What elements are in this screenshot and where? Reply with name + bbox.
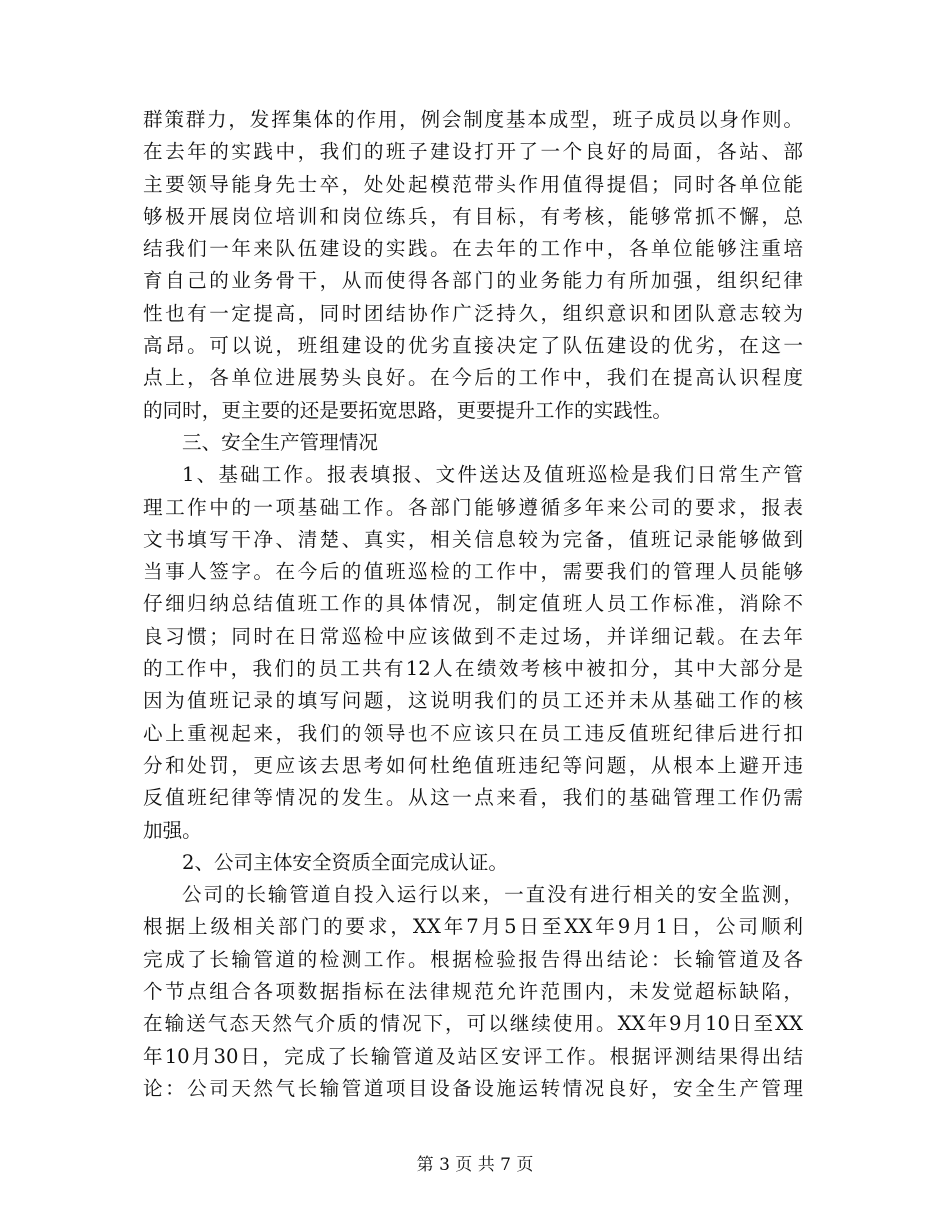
- text-line: 个节点组合各项数据指标在法律规范允许范围内，未发觉超标缺陷，: [143, 980, 803, 1004]
- text-line: 心上重视起来，我们的领导也不应该只在员工违反值班纪律后进行扣: [143, 721, 803, 745]
- text-line: 群策群力，发挥集体的作用，例会制度基本成型，班子成员以身作则。: [143, 108, 803, 131]
- text-line: 2、公司主体安全资质全面完成认证。: [182, 850, 508, 874]
- text-line: 在去年的实践中，我们的班子建设打开了一个良好的局面，各站、部: [143, 140, 803, 164]
- body-text: [143, 104, 803, 1105]
- text-line: 理工作中的一项基础工作。各部门能够遵循多年来公司的要求，报表: [143, 495, 803, 519]
- text-line: 高昂。可以说，班组建设的优劣直接决定了队伍建设的优劣，在这一: [143, 334, 803, 358]
- text-line: 主要领导能身先士卒，处处起模范带头作用值得提倡；同时各单位能: [143, 172, 803, 196]
- text-line: 的工作中，我们的员工共有12人在绩效考核中被扣分，其中大部分是: [143, 657, 803, 681]
- text-line: 点上，各单位进展势头良好。在今后的工作中，我们在提高认识程度: [143, 366, 803, 390]
- text-line: 的同时，更主要的还是要拓宽思路，更要提升工作的实践性。: [143, 398, 673, 422]
- text-line: 结我们一年来队伍建设的实践。在去年的工作中，各单位能够注重培: [143, 237, 803, 261]
- text-line: 年10月30日，完成了长输管道及站区安评工作。根据评测结果得出结: [143, 1044, 803, 1068]
- text-line: 反值班纪律等情况的发生。从这一点来看，我们的基础管理工作仍需: [143, 786, 803, 810]
- text-line: 育自己的业务骨干，从而使得各部门的业务能力有所加强，组织纪律: [143, 269, 803, 293]
- text-line: 三、安全生产管理情况: [182, 430, 378, 454]
- text-line: 完成了长输管道的检测工作。根据检验报告得出结论：长输管道及各: [143, 947, 803, 971]
- text-line: 根据上级相关部门的要求，XX年7月5日至XX年9月1日，公司顺利: [143, 915, 803, 939]
- text-line: 在输送气态天然气介质的情况下，可以继续使用。XX年9月10日至XX: [143, 1012, 803, 1036]
- text-line: 仔细归纳总结值班工作的具体情况，制定值班人员工作标准，消除不: [143, 592, 803, 616]
- page-footer: 第 3 页 共 7 页: [416, 1155, 534, 1175]
- text-line: 因为值班记录的填写问题，这说明我们的员工还并未从基础工作的核: [143, 689, 803, 713]
- text-line: 加强。: [143, 818, 202, 842]
- text-line: 文书填写干净、清楚、真实，相关信息较为完备，值班记录能够做到: [143, 527, 803, 551]
- text-line: 分和处罚，更应该去思考如何杜绝值班违纪等问题，从根本上避开违: [143, 753, 803, 777]
- text-line: 性也有一定提高，同时团结协作广泛持久，组织意识和团队意志较为: [143, 301, 803, 325]
- text-line: 够极开展岗位培训和岗位练兵，有目标，有考核，能够常抓不懈，总: [143, 204, 803, 228]
- text-line: 当事人签字。在今后的值班巡检的工作中，需要我们的管理人员能够: [143, 560, 803, 584]
- text-line: 1、基础工作。报表填报、文件送达及值班巡检是我们日常生产管: [182, 463, 803, 487]
- text-line: 良习惯；同时在日常巡检中应该做到不走过场，并详细记载。在去年: [143, 624, 803, 648]
- text-line: 公司的长输管道自投入运行以来，一直没有进行相关的安全监测，: [182, 883, 803, 907]
- text-line: 论：公司天然气长输管道项目设备设施运转情况良好，安全生产管理: [143, 1076, 803, 1100]
